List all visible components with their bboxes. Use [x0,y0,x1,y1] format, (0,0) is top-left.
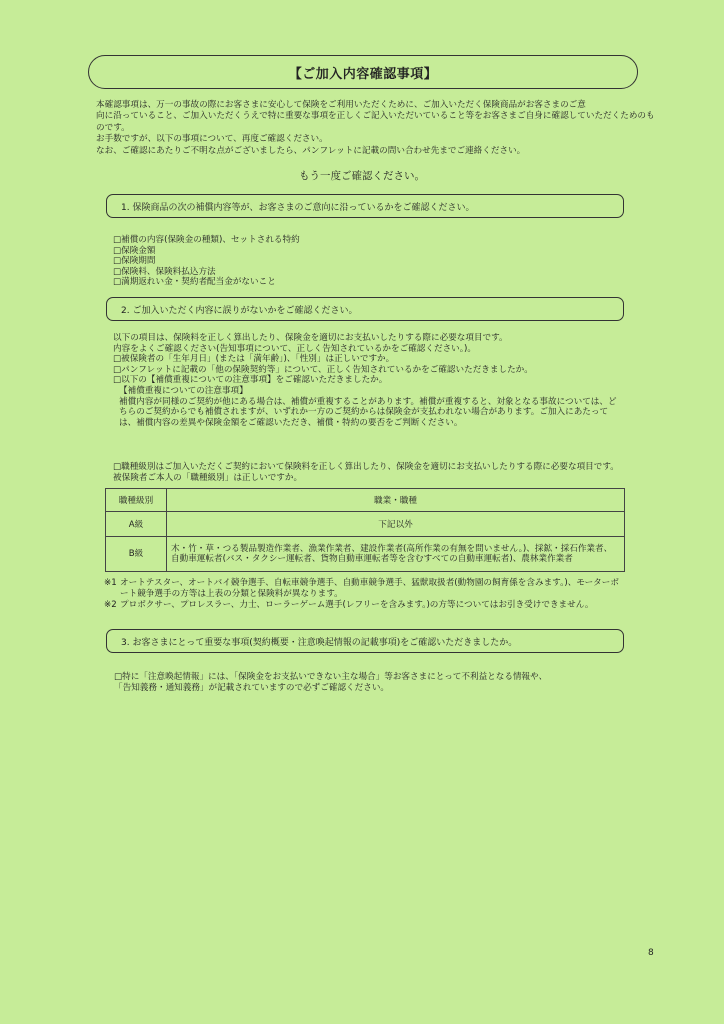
desc-cell: 木・竹・草・つる製品製造作業者、漁業作業者、建設作業者(高所作業の有無を問いません。)、採鉱・採石作業者、自動車運転者(バス・タクシー運転者、貨物自動車運転者等を含むすべての自動車運転者)、農林業作業者 [167,537,625,572]
footnotes [104,578,624,610]
section3-heading: 3. お客さまにとって重要な事項(契約概要・注意喚起情報の記載事項)をご確認いただきましたか。 [106,629,624,653]
checklist-item[interactable]: □満期返れい金・契約者配当金がないこと [113,277,276,288]
desc-cell: 下記以外 [167,512,625,537]
footnote-mark: ※1 [104,578,117,588]
checklist-item[interactable]: □パンフレットに記載の「他の保険契約等」について、正しく告知されているかをご確認いただきましたか。 [113,364,533,375]
table-header: 職業・職種 [167,489,625,512]
footnote-text: プロボクサー、プロレスラー、力士、ローラーゲーム選手(レフリーを含みます。)の方等についてはお引き受けできません。 [120,599,594,610]
again-heading: もう一度ご確認ください。 [299,170,425,182]
grade-cell: B級 [106,537,167,572]
grade-cell: A級 [106,512,167,537]
job-check[interactable]: □職種級別はご加入いただくご契約において保険料を正しく算出したり、保険金を適切にお支払いしたりする際に必要な項目です。被保険者ご本人の「職種級別」は正しいですか。 [113,462,619,483]
section1-checklist [113,235,623,288]
page-title: 【ご加入内容確認事項】 [88,55,638,89]
checklist-item[interactable]: □保険期間 [113,256,156,267]
footnote-text: オートテスター、オートバイ競争選手、自転車競争選手、自動車競争選手、猛獣取扱者(動物園の飼育係を含みます。)、モーターボート競争選手の方等は上表の分類と保険料が異なります。 [120,578,619,599]
table-row [106,512,625,537]
intro-text [96,100,656,157]
section3-line: 「告知義務・通知義務」が記載されていますので必ずご確認ください。 [114,683,390,693]
section2-heading: 2. ご加入いただく内容に誤りがないかをご確認ください。 [106,297,624,321]
intro-line: お手数ですが、以下の事項について、再度ご確認ください。 [96,134,328,145]
checklist-item[interactable]: □特に「注意喚起情報」には、「保険金をお支払いできない主な場合」等お客さまにとって不利益となる情報や、 [114,672,548,682]
checklist-item[interactable]: □以下の【補償重複についての注意事項】をご確認いただきましたか。 [113,375,388,386]
section1-heading: 1. 保険商品の次の補償内容等が、お客さまのご意向に沿っているかをご確認ください。 [106,194,624,218]
section2-line: 内容をよくご確認ください(告知事項について、正しく告知されているかをご確認ください。)。 [113,343,477,354]
table-row [106,537,625,572]
job-grade-table [105,488,625,572]
checklist-item[interactable]: □保険金額 [113,245,156,256]
table-header-row [106,489,625,512]
checklist-item[interactable]: □被保険者の「生年月日」(または「満年齢」)、「性別」は正しいですか。 [113,354,395,365]
intro-line: 本確認事項は、万一の事故の際にお客さまに安心して保険をご利用いただくために、ご加入いただく保険商品がお客さまのご意 [96,100,586,110]
footnote [104,578,624,600]
section2-text [113,333,625,428]
intro-line: なお、ご確認にあたりご不明な点がございましたら、パンフレットに記載の問い合わせ先までご連絡ください。 [96,145,526,156]
section3-text [114,672,624,694]
overlap-text: 補償内容が同様のご契約が他にある場合は、補償が重複することがあります。補償が重複すると、対象となる事故については、どちらのご契約からでも補償されますが、いずれか一方のご契約からは保険金が支払われない場合があります。ご加入にあたっては、補償内容の差異や保険金額をご確認いただき、補償・特約の要否をご判断ください。 [119,396,617,428]
footnote-mark: ※2 [104,599,117,610]
checklist-item[interactable]: □保険料、保険料払込方法 [113,266,216,277]
overlap-title: 【補償重複についての注意事項】 [119,385,248,396]
page-number: 8 [648,948,654,958]
footnote [104,600,624,611]
intro-line: 向に沿っていること、ご加入いただくうえで特に重要な事項を正しくご記入いただいていること等をお客さまご自身に確認していただくためのものです。 [96,111,655,133]
checklist-item[interactable]: □補償の内容(保険金の種類)、セットされる特約 [113,235,300,245]
section2-line: 以下の項目は、保険料を正しく算出したり、保険金を適切にお支払いしたりする際に必要な項目です。 [113,333,508,343]
table-header: 職種級別 [106,489,167,512]
